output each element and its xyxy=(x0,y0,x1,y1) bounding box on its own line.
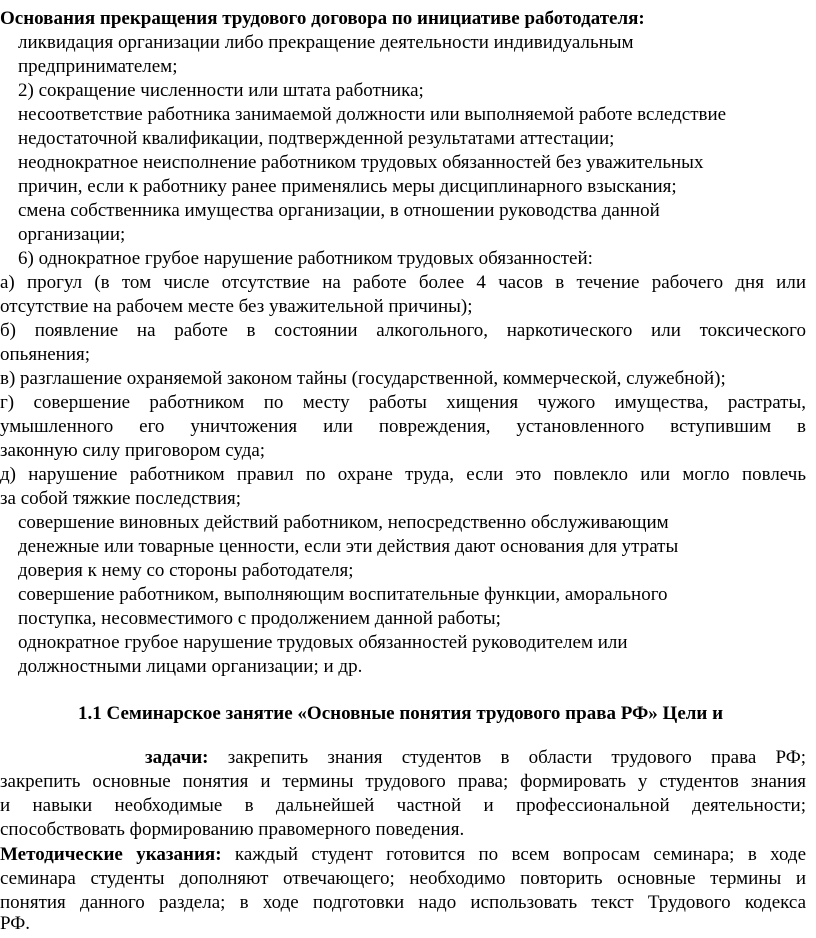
sub-item-line: в) разглашение охраняемой законом тайны (государственной, коммерческой, служебной); xyxy=(0,368,726,389)
methods-label: Методические указания: xyxy=(0,844,222,865)
tasks-first-line xyxy=(145,746,806,770)
list-item xyxy=(0,31,816,55)
list-item-continuation: предпринимателем; xyxy=(18,56,178,77)
sub-item-line: д) нарушение работником правил по охране труда, если это повлекло или могло повлечь xyxy=(0,464,806,485)
methods-first-line xyxy=(0,843,806,867)
tasks-label: задачи: xyxy=(145,747,209,768)
list-item-continuation: причин, если к работнику ранее применялись меры дисциплинарного взыскания; xyxy=(18,176,677,197)
list-item-text: совершение работником, выполняющим воспитательные функции, аморального xyxy=(18,584,668,605)
list-item xyxy=(0,79,816,103)
list-item xyxy=(0,103,816,127)
tasks-line: закрепить основные понятия и термины трудового права; формировать у студентов знания xyxy=(0,771,806,792)
list-item xyxy=(0,151,816,175)
sub-item-line: б) появление на работе в состоянии алкогольного, наркотического или токсического xyxy=(0,320,806,341)
list-item-continuation: организации; xyxy=(18,224,126,245)
list-item-text: неоднократное неисполнение работником трудовых обязанностей без уважительных xyxy=(18,152,704,173)
list-item xyxy=(0,631,816,655)
sub-item-line: г) совершение работником по месту работы хищения чужого имущества, растраты, xyxy=(0,392,806,413)
sub-item-line: а) прогул (в том числе отсутствие на работе более 4 часов в течение рабочего дня или xyxy=(0,272,806,293)
list-item xyxy=(0,511,816,535)
list-item-text: ликвидация организации либо прекращение деятельности индивидуальным xyxy=(18,32,634,53)
list-item-continuation: недостаточной квалификации, подтвержденной результатами аттестации; xyxy=(18,128,615,149)
sub-item-line: отсутствие на рабочем месте без уважительной причины); xyxy=(0,296,473,317)
methods-line: семинара студенты дополняют отвечающего; необходимо повторить основные термины и xyxy=(0,868,806,889)
methods-line: понятия данного раздела; в ходе подготовки надо использовать текст Трудового кодекса xyxy=(0,892,806,913)
list-item-continuation: должностными лицами организации; и др. xyxy=(18,656,363,677)
sub-item-line: за собой тяжкие последствия; xyxy=(0,488,242,509)
list-item-text: несоответствие работника занимаемой должности или выполняемой работе вследствие xyxy=(18,104,727,125)
methods-line: РФ. xyxy=(0,913,31,934)
list-item-text: однократное грубое нарушение трудовых обязанностей руководителем или xyxy=(18,632,628,653)
tasks-text: закрепить знания студентов в области трудового права РФ; xyxy=(227,747,807,768)
list-item-continuation: поступка, несовместимого с продолжением данной работы; xyxy=(18,608,501,629)
list-item-continuation: доверия к нему со стороны работодателя; xyxy=(18,560,354,581)
methods-text: каждый студент готовится по всем вопросам семинара; в ходе xyxy=(234,844,806,865)
list-item-continuation: денежные или товарные ценности, если эти действия дают основания для утраты xyxy=(18,536,679,557)
tasks-line: и навыки необходимые в дальнейшей частной и профессиональной деятельности; xyxy=(0,795,806,816)
tasks-line: способствовать формированию правомерного поведения. xyxy=(0,819,465,840)
document-title: Основания прекращения трудового договора по инициативе работодателя: xyxy=(0,8,645,29)
list-item xyxy=(0,583,816,607)
list-item-text: 2) сокращение численности или штата работника; xyxy=(18,80,424,101)
sub-item-line: опьянения; xyxy=(0,344,91,365)
list-item-text: 6) однократное грубое нарушение работником трудовых обязанностей: xyxy=(18,248,593,269)
list-item-text: смена собственника имущества организации, в отношении руководства данной xyxy=(18,200,660,221)
seminar-heading: 1.1 Семинарское занятие «Основные понятия трудового права РФ» Цели и xyxy=(78,703,724,724)
list-item xyxy=(0,247,816,271)
list-item-text: совершение виновных действий работником, непосредственно обслуживающим xyxy=(18,512,669,533)
list-item xyxy=(0,199,816,223)
sub-item-line: умышленного его уничтожения или повреждения, установленного вступившим в xyxy=(0,416,806,437)
sub-item-line: законную силу приговором суда; xyxy=(0,440,266,461)
